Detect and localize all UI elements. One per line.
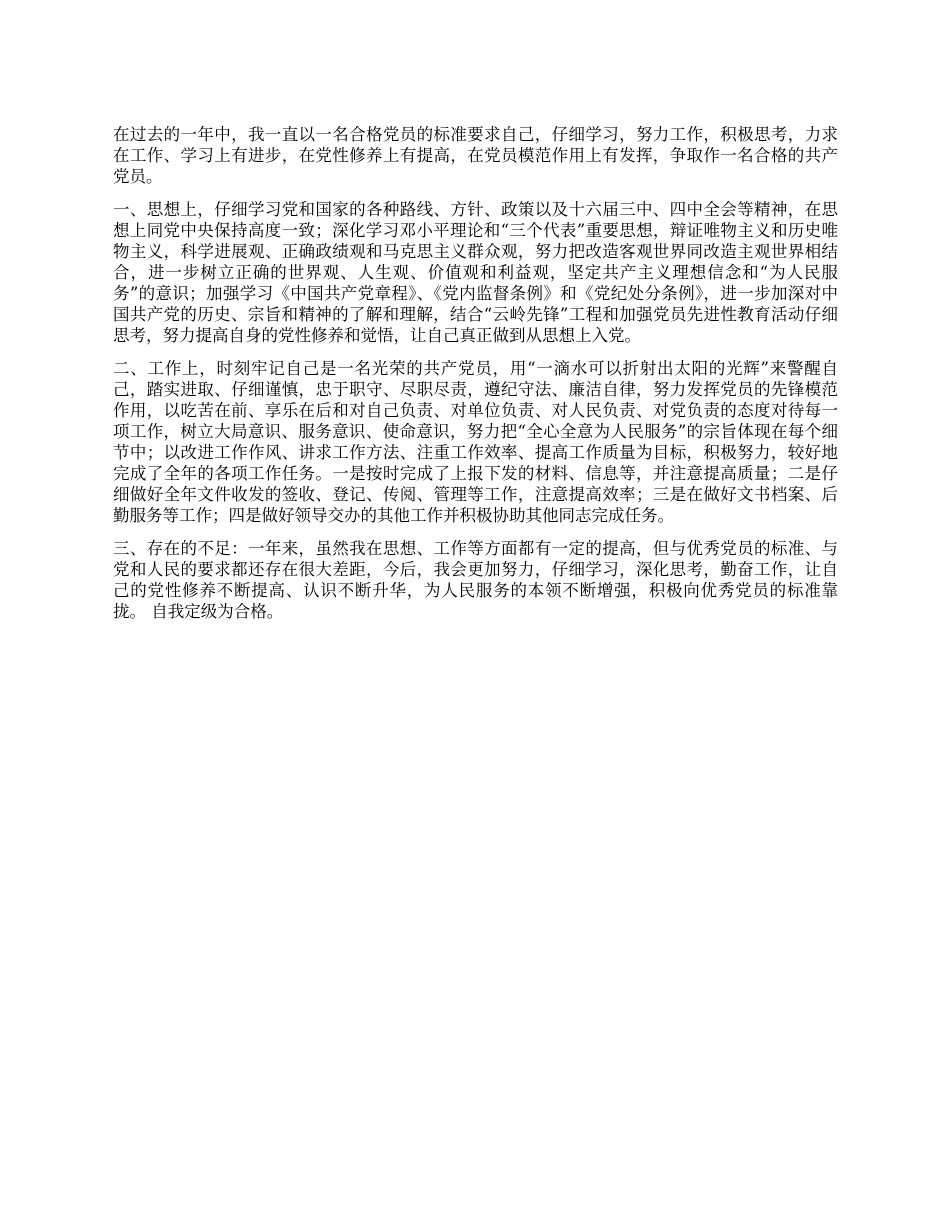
document-body bbox=[113, 124, 838, 634]
paragraph-ideology: 一、思想上，仔细学习党和国家的各种路线、方针、政策以及十六届三中、四中全会等精神，在思想上同党中央保持高度一致；深化学习邓小平理论和“三个代表”重要思想，辩证唯物主义和历史唯物主义，科学进展观、正确政绩观和马克思主义群众观，努力把改造客观世界同改造主观世界相结合，进一步树立正确的世界观、人生观、价值观和利益观，坚定共产主义理想信念和“为人民服务”的意识；加强学习《中国共产党章程》、《党内监督条例》和《党纪处分条例》，进一步加深对中国共产党的历史、宗旨和精神的了解和理解，结合“云岭先锋”工程和加强党员先进性教育活动仔细思考，努力提高自身的党性修养和觉悟，让自己真正做到从思想上入党。 bbox=[113, 200, 838, 345]
paragraph-work: 二、工作上，时刻牢记自己是一名光荣的共产党员，用“一滴水可以折射出太阳的光辉”来警醒自己，踏实进取、仔细谨慎，忠于职守、尽职尽责，遵纪守法、廉洁自律，努力发挥党员的先锋模范作用，以吃苦在前、享乐在后和对自己负责、对单位负责、对人民负责、对党负责的态度对待每一项工作，树立大局意识、服务意识、使命意识，努力把“全心全意为人民服务”的宗旨体现在每个细节中；以改进工作作风、讲求工作方法、注重工作效率、提高工作质量为目标，积极努力，较好地完成了全年的各项工作任务。一是按时完成了上报下发的材料、信息等，并注意提高质量；二是仔细做好全年文件收发的签收、登记、传阅、管理等工作，注意提高效率；三是在做好文书档案、后勤服务等工作；四是做好领导交办的其他工作并积极协助其他同志完成任务。 bbox=[113, 359, 838, 525]
paragraph-intro: 在过去的一年中，我一直以一名合格党员的标准要求自己，仔细学习，努力工作，积极思考，力求在工作、学习上有进步，在党性修养上有提高，在党员模范作用上有发挥，争取作一名合格的共产党员。 bbox=[113, 125, 838, 186]
paragraph-shortcomings: 三、存在的不足：一年来，虽然我在思想、工作等方面都有一定的提高，但与优秀党员的标准、与党和人民的要求都还存在很大差距，今后，我会更加努力，仔细学习，深化思考，勤奋工作，让自己的党性修养不断提高、认识不断升华，为人民服务的本领不断增强，积极向优秀党员的标准靠拢。 自我定级为合格。 bbox=[113, 539, 838, 621]
